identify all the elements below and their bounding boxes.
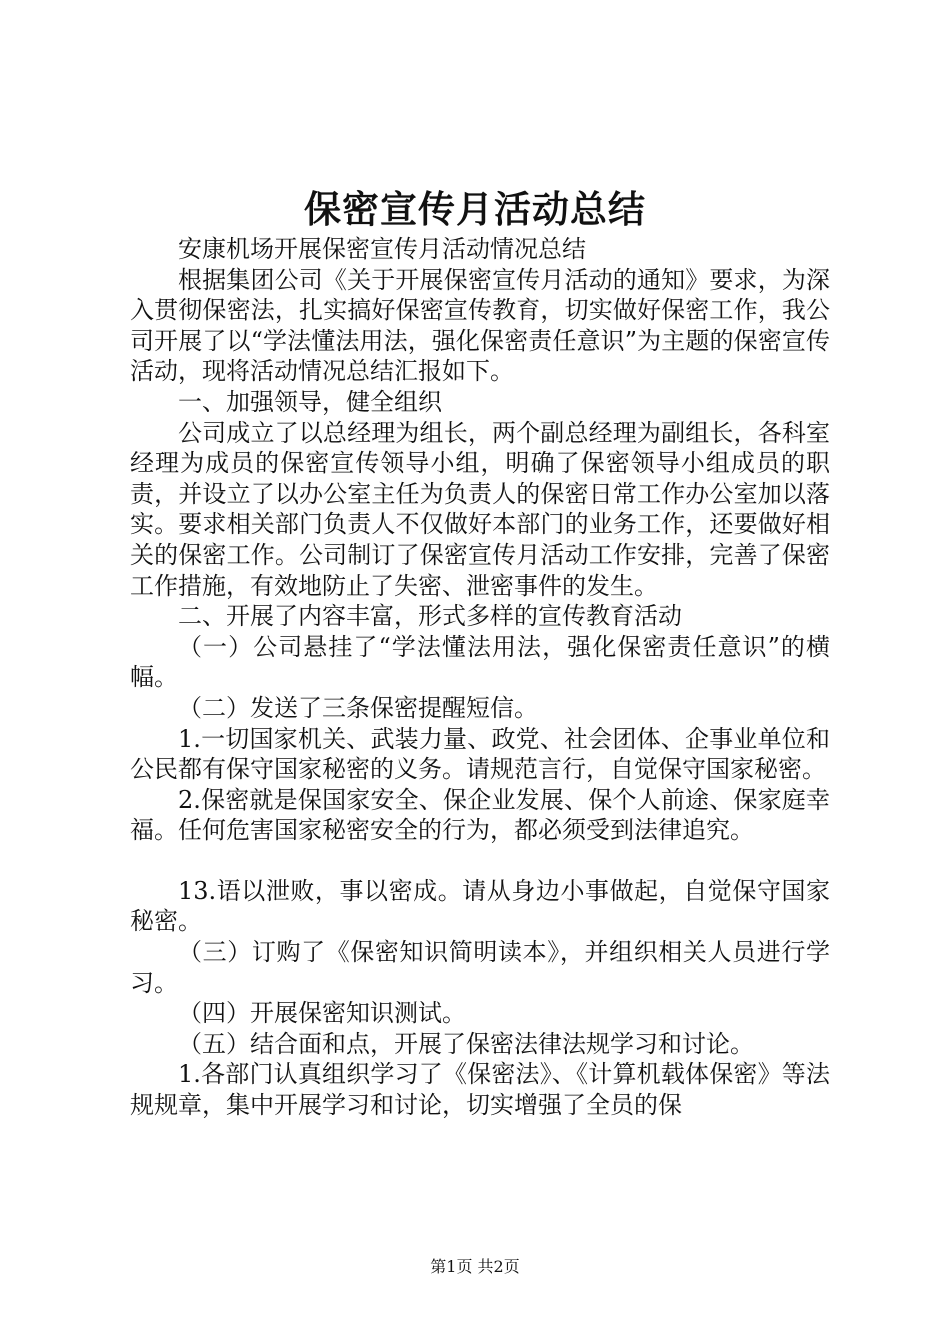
paragraph-intro: 根据集团公司《关于开展保密宣传月活动的通知》要求，为深入贯彻保密法，扎实搞好保密宣传教育，切实做好保密工作，我公司开展了以“学法懂法用法，强化保密责任意识”为主题的保密宣传活动，现将活动情况总结汇报如下。 bbox=[130, 265, 830, 386]
study-item-1: 1.各部门认真组织学习了《保密法》、《计算机载体保密》等法规规章，集中开展学习和讨论，切实增强了全员的保 bbox=[130, 1060, 830, 1120]
page-footer: 第1页 共2页 bbox=[430, 1257, 520, 1276]
document-title: 保密宣传月活动总结 bbox=[304, 187, 646, 231]
sms-item-2: 2.保密就是保国家安全、保企业发展、保个人前途、保家庭幸福。任何危害国家秘密安全的行为，都必须受到法律追究。 bbox=[130, 785, 830, 845]
paragraph-subtitle: 安康机场开展保密宣传月活动情况总结 bbox=[178, 235, 586, 263]
sms-item-1: 1.一切国家机关、武装力量、政党、社会团体、企事业单位和公民都有保守国家秘密的义务。请规范言行，自觉保守国家秘密。 bbox=[130, 724, 830, 784]
list-item-3: （三）订购了《保密知识简明读本》，并组织相关人员进行学习。 bbox=[130, 938, 830, 997]
list-item-2: （二）发送了三条保密提醒短信。 bbox=[178, 693, 538, 722]
list-item-5: （五）结合面和点，开展了保密法律法规学习和讨论。 bbox=[178, 1029, 754, 1058]
section-heading-2: 二、开展了内容丰富，形式多样的宣传教育活动 bbox=[178, 602, 682, 631]
section-heading-1: 一、加强领导，健全组织 bbox=[178, 387, 442, 416]
sms-item-3: 13.语以泄败，事以密成。请从身边小事做起，自觉保守国家秘密。 bbox=[130, 876, 830, 936]
list-item-4: （四）开展保密知识测试。 bbox=[178, 999, 466, 1028]
document-body bbox=[130, 234, 830, 1121]
blank-line bbox=[130, 846, 830, 876]
list-item-1: （一）公司悬挂了“学法懂法用法，强化保密责任意识”的横幅。 bbox=[130, 632, 830, 692]
paragraph-section-1: 公司成立了以总经理为组长，两个副总经理为副组长，各科室经理为成员的保密宣传领导小组，明确了保密领导小组成员的职责，并设立了以办公室主任为负责人的保密日常工作办公室加以落实。要求相关部门负责人不仅做好本部门的业务工作，还要做好相关的保密工作。公司制订了保密宣传月活动工作安排，完善了保密工作措施，有效地防止了失密、泄密事件的发生。 bbox=[130, 418, 830, 600]
